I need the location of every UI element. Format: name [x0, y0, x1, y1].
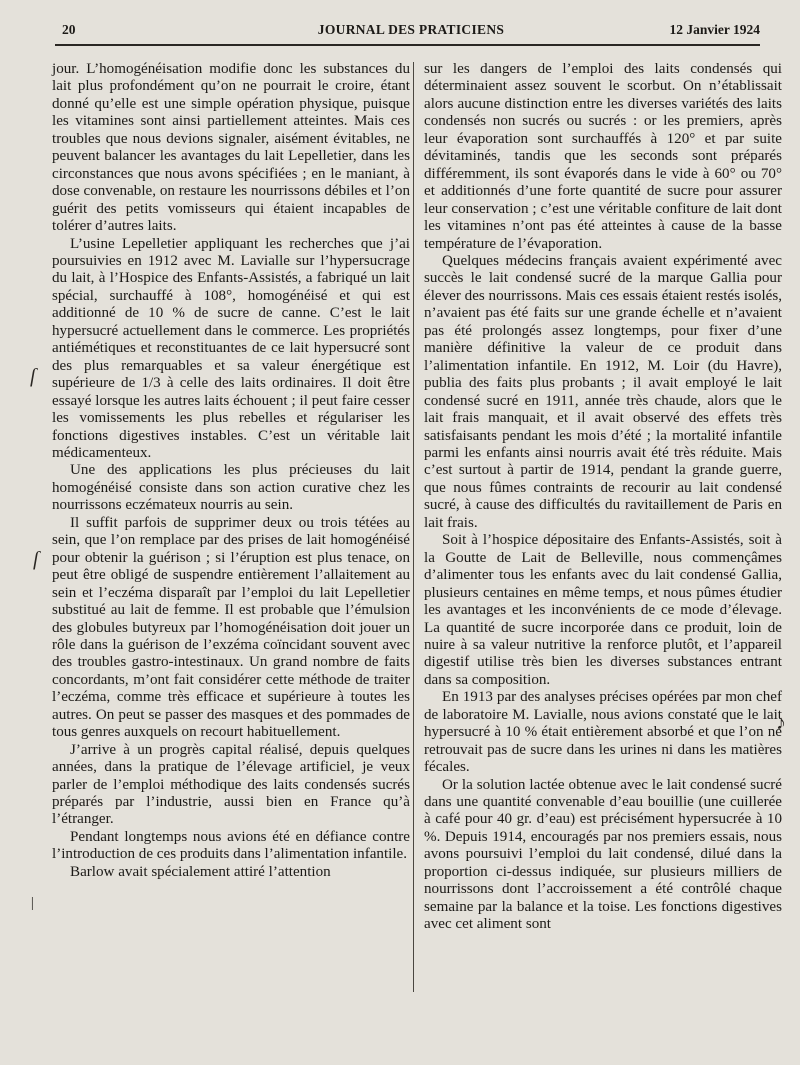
journal-title: JOURNAL DES PRATICIENS: [317, 22, 505, 37]
margin-annotation-mark: |: [30, 895, 35, 911]
paragraph: Une des applications les plus précieuses du lait homogénéisé consiste dans son action curative chez les nourrissons eczémateux nourris au sein.: [52, 462, 410, 514]
margin-annotation-mark: ♪: [776, 712, 786, 734]
paragraph: Barlow avait spécialement attiré l’attention: [70, 863, 331, 880]
page-header: [62, 22, 760, 44]
left-column: [52, 61, 410, 881]
margin-annotation-mark: ſ: [30, 365, 36, 387]
paragraph: J’arrive à un progrès capital réalisé, depuis quelques années, dans la pratique de l’élevage artificiel, je veux parler de l’emploi méthodique des laits condensés sucrés préparés par l’industrie, aussi bien en France qu’à l’étranger.: [52, 741, 410, 828]
paragraph: Quelques médecins français avaient expérimenté avec succès le lait condensé sucré de la marque Gallia pour élever des nourrissons. Mais ces essais étaient restés isolés, n’avaient pas été faits sur une grande échelle et n’avaient pas été prolongés assez longtemps, pour fixer d’une manière définitive la valeur de ce produit dans l’alimentation infantile. En 1912, M. Loir (du Havre), publia des faits plus probants ; il avait employé le lait condensé sucré en 1911, année très chaude, alors que le lait frais manquait, et il avait observé des effets très satisfaisants pendant les mois d’été ; la mortalité infantile parmi les enfants ainsi nourris avait été très réduite. Mais c’est surtout à partir de 1914, pendant la grande guerre, que nous fûmes contraints de recourir au lait condensé sucré, à cause des difficultés du ravitaillement de Paris en lait frais.: [424, 252, 782, 531]
column-divider: [413, 62, 414, 992]
paragraph: Il suffit parfois de supprimer deux ou trois tétées au sein, que l’on remplace par des prises de lait homogénéisé pour obtenir la guérison ; si l’éruption est plus tenace, on peut être obligé de suspendre entièrement l’allaitement au sein et l’eczéma disparaît par l’emploi du lait Lepelletier substitué au lait de femme. Il est probable que l’émulsion des globules butyreux par l’homogénéisation doit jouer un rôle dans la guérison de l’exzéma coïncidant souvent avec des troubles gastro-intestinaux. Un grand nombre de faits concordants, m’ont fait considérer cette méthode de traiter l’eczéma, comme très efficace et supérieure à toutes les autres. On peut se passer des masques et des pommades de tous genres auxquels on recourt habituellement.: [52, 514, 410, 741]
header-rule: [55, 44, 760, 46]
paragraph: jour. L’homogénéisation modifie donc les substances du lait plus profondément qu’on ne pourrait le croire, étant donné qu’elle est une simple opération physique, puisque les vitamines sont ainsi partiellement atteintes. Mais ces troubles que nous devions signaler, aisément évitables, ne peuvent balancer les avantages du lait Lepelletier, dans les circonstances que nous avons spécifiées ; en le maniant, à dose convenable, on restaure les nourrissons débiles et l’on guérit des petits vomisseurs qui étaient incapables de tolérer d’autres laits.: [52, 61, 410, 235]
issue-date: 12 Janvier 1924: [669, 22, 760, 37]
paragraph: Soit à l’hospice dépositaire des Enfants-Assistés, soit à la Goutte de Lait de Belleville, nous commençâmes d’alimenter tous les enfants avec du lait condensé Gallia, plusieurs centaines en même temps, et nous pûmes étudier les avantages et les inconvénients de ce mode d’élevage. La quantité de sucre incorporée dans ce produit, loin de nuire à sa valeur nutritive la renforce plutôt, et l’appareil digestif utilise très bien les diverses substances entrant dans sa composition.: [424, 532, 782, 688]
page-number: 20: [62, 22, 76, 37]
right-column: [424, 61, 782, 934]
paragraph: Pendant longtemps nous avions été en défiance contre l’introduction de ces produits dans l’alimentation infantile.: [52, 828, 410, 863]
paragraph: Or la solution lactée obtenue avec le lait condensé sucré dans une quantité convenable d’eau bouillie (une cuillerée à café pour 40 gr. d’eau) est précisément hypersucrée à 10 %. Depuis 1914, encouragés par nos premiers essais, nous avons poursuivi l’emploi du lait condensé, dilué dans la proportion ci-dessus indiquée, sur plusieurs milliers de nourrissons dont l’accroissement a été contrôlé chaque semaine par la balance et la toise. Les fonctions digestives avec cet aliment sont: [424, 776, 782, 933]
paragraph: sur les dangers de l’emploi des laits condensés qui déterminaient assez souvent le scorbut. On n’établissait alors aucune distinction entre les diverses variétés des laits condensés non sucrés ou sucrés : or les premiers, après leur évaporation sont surchauffés à 120° et par suite dévitaminés, tandis que les seconds sont préparés différemment, ils sont évaporés dans le vide à 60° ou 70° et additionnés d’une forte quantité de sucre pour assurer leur conservation ; c’est une véritable confiture de lait dont les vitamines n’ont pas été atteintes à cause de la basse température de l’évaporation.: [424, 61, 782, 252]
paragraph: L’usine Lepelletier appliquant les recherches que j’ai poursuivies en 1912 avec M. Lavialle sur l’hypersucrage du lait, à l’Hospice des Enfants-Assistés, a fabriqué un lait spécial, surchauffé à 108°, homogénéisé et qui est additionné de 10 % de sucre de canne. C’est le lait hypersucré actuellement dans le commerce. Les propriétés antiémétiques et reconstituantes de ce lait hypersucré sont des plus remarquables et sa valeur énergétique est supérieure de 1/3 à celle des laits ordinaires. Il doit être essayé lorsque les autres laits échouent ; il peut faire cesser les vomissements les plus rebelles et régulariser les fonctions digestives instables. C’est un véritable lait médicamenteux.: [52, 235, 410, 461]
margin-annotation-mark: ſ: [33, 548, 39, 570]
paragraph: En 1913 par des analyses précises opérées par mon chef de laboratoire M. Lavialle, nous avions constaté que le lait hypersucré à 10 % était entièrement absorbé et que l’on ne retrouvait pas de sucre dans les urines ni dans les matières fécales.: [424, 689, 782, 776]
